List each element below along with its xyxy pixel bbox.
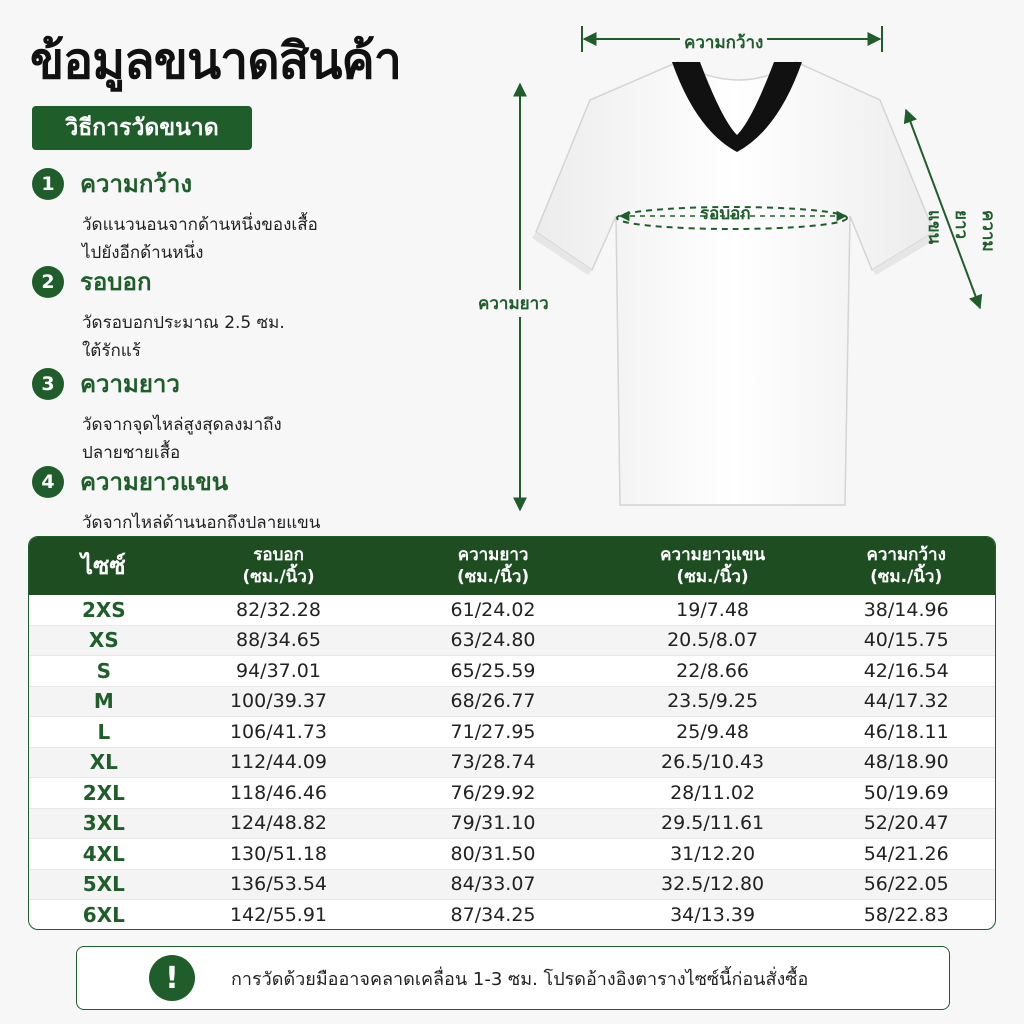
sleeve-cell: 28/11.02 [670,781,756,804]
table-row [29,717,995,748]
length-cell: 80/31.50 [450,842,536,865]
table-row [29,687,995,718]
step-description: วัดรอบอกประมาณ 2.5 ซม. ใต้รักแร้ [82,313,285,361]
width-cell: 38/14.96 [863,598,949,621]
header-size: ไซซ์ [81,552,126,580]
width-cell: 52/20.47 [863,812,949,835]
sleeve-cell: 25/9.48 [676,720,750,743]
sleeve-cell: 20.5/8.07 [667,629,759,652]
page-title: ข้อมูลขนาดสินค้า [30,32,401,90]
size-cell: M [93,689,114,714]
step-title: ความกว้าง [80,170,193,198]
table-row [29,839,995,870]
size-table [28,536,996,930]
size-cell: S [96,658,112,683]
length-cell: 68/26.77 [450,690,536,713]
chest-cell: 100/39.37 [229,690,328,713]
chest-cell: 124/48.82 [229,812,328,835]
measure-method-badge: วิธีการวัดขนาด [32,106,252,150]
width-cell: 40/15.75 [863,629,949,652]
chest-cell: 130/51.18 [229,842,328,865]
exclamation-icon: ! [149,955,195,1001]
sleeve-cell: 32.5/12.80 [661,873,765,896]
length-cell: 61/24.02 [450,598,536,621]
width-cell: 54/21.26 [863,842,949,865]
step-description: วัดแนวนอนจากด้านหนึ่งของเสื้อ ไปยังอีกด้านหนึ่ง [82,215,318,263]
step-number: 4 [32,466,64,498]
width-cell: 56/22.05 [863,873,949,896]
length-cell: 84/33.07 [450,873,536,896]
length-cell: 71/27.95 [450,720,536,743]
sleeve-cell: 29.5/11.61 [661,812,765,835]
table-row [29,900,995,930]
table-row [29,870,995,901]
table-row [29,748,995,779]
table-row [29,778,995,809]
width-label: ความกว้าง [680,29,767,56]
shirt-icon [536,62,934,505]
sleeve-cell: 31/12.20 [670,842,756,865]
note-text: การวัดด้วยมืออาจคลาดเคลื่อน 1-3 ซม. โปรดอ้างอิงตารางไซซ์นี้ก่อนสั่งซื้อ [231,968,809,990]
sleeve-cell: 34/13.39 [670,903,756,926]
length-cell: 87/34.25 [450,903,536,926]
table-row [29,595,995,626]
width-cell: 50/19.69 [863,781,949,804]
table-row [29,656,995,687]
header-width: ความกว้าง (ซม./นิ้ว) [866,545,946,587]
step-chest [32,262,472,365]
length-cell: 63/24.80 [450,629,536,652]
size-cell: XS [88,628,119,653]
length-cell: 79/31.10 [450,812,536,835]
sleeve-label: ความยาวแขน [924,210,998,252]
chest-cell: 106/41.73 [229,720,328,743]
size-cell: 3XL [82,811,125,836]
size-cell: 4XL [82,841,125,866]
width-cell: 42/16.54 [863,659,949,682]
step-description: วัดจากจุดไหล่สูงสุดลงมาถึง ปลายชายเสื้อ [82,415,282,463]
chest-cell: 118/46.46 [229,781,328,804]
length-cell: 65/25.59 [450,659,536,682]
sleeve-cell: 22/8.66 [676,659,750,682]
table-body [29,595,995,930]
chest-label: รอบอก [700,204,751,224]
note-box [76,946,950,1010]
table-row [29,626,995,657]
size-cell: 5XL [82,872,125,897]
size-cell: 2XS [81,597,126,622]
table-header [29,537,995,595]
sleeve-cell: 19/7.48 [676,598,750,621]
size-cell: 6XL [82,902,125,927]
step-length [32,364,472,467]
step-description: วัดจากไหล่ด้านนอกถึงปลายแขน [82,513,321,533]
width-cell: 58/22.83 [863,903,949,926]
chest-cell: 82/32.28 [235,598,321,621]
header-sleeve: ความยาวแขน (ซม./นิ้ว) [660,545,766,587]
step-width [32,164,472,267]
chest-cell: 94/37.01 [235,659,321,682]
header-length: ความยาว (ซม./นิ้ว) [457,545,530,587]
step-title: ความยาวแขน [80,468,229,496]
step-number: 2 [32,266,64,298]
chest-cell: 142/55.91 [229,903,328,926]
size-cell: XL [89,750,118,775]
sleeve-cell: 26.5/10.43 [661,751,765,774]
width-cell: 46/18.11 [863,720,949,743]
length-label: ความยาว [474,290,553,317]
step-number: 1 [32,168,64,200]
chest-cell: 112/44.09 [229,751,328,774]
step-number: 3 [32,368,64,400]
step-sleeve [32,462,472,537]
step-title: รอบอก [80,268,152,296]
size-cell: 2XL [82,780,125,805]
chest-cell: 136/53.54 [229,873,328,896]
table-row [29,809,995,840]
step-title: ความยาว [80,370,180,398]
sleeve-cell: 23.5/9.25 [667,690,759,713]
width-cell: 44/17.32 [863,690,949,713]
width-cell: 48/18.90 [863,751,949,774]
chest-cell: 88/34.65 [235,629,321,652]
shirt-diagram [460,20,1020,520]
length-cell: 76/29.92 [450,781,536,804]
header-chest: รอบอก (ซม./นิ้ว) [242,545,315,587]
size-cell: L [97,719,111,744]
length-cell: 73/28.74 [450,751,536,774]
